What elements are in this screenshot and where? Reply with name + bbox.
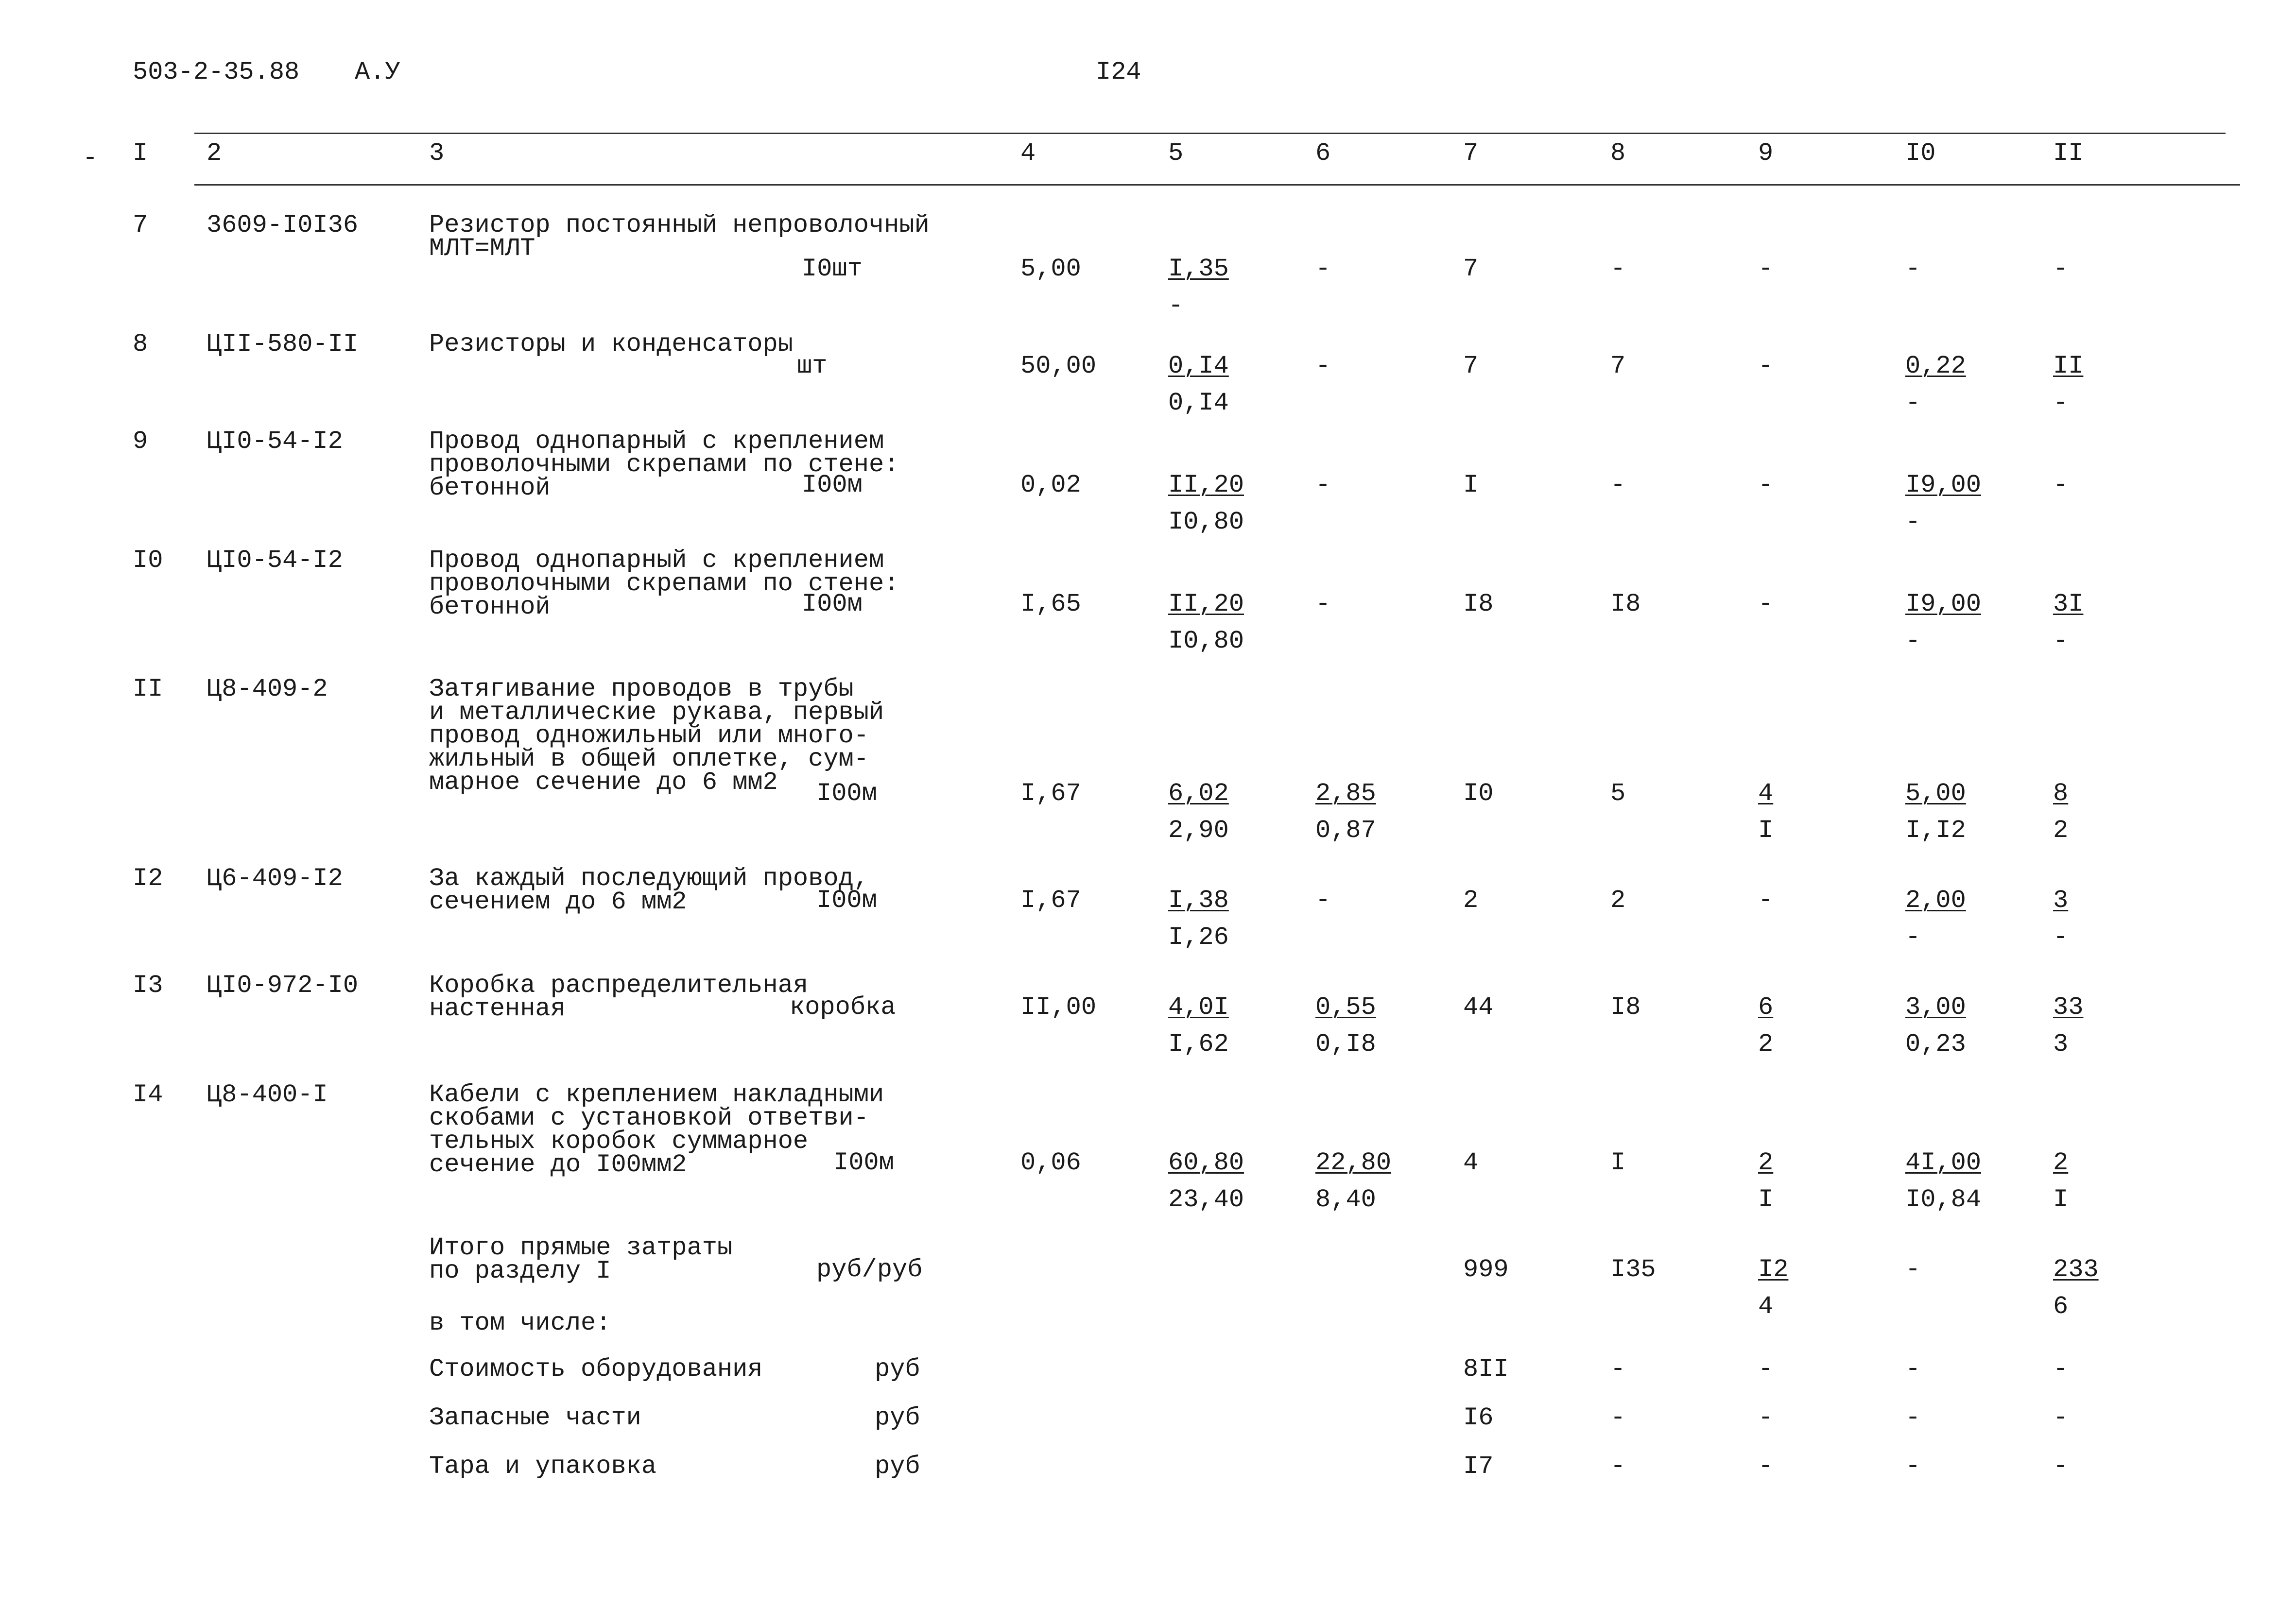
album-label: А.У [355,58,400,86]
row-9-col4: 0,02 [1020,471,1081,499]
row-8-col6-top: - [1315,352,1331,380]
row-I2-col6-top: - [1315,886,1331,915]
row-II-col10-top: 5,00 [1905,779,1966,808]
row-I4-col11-top: 2 [2053,1148,2069,1177]
row-II-desc-line: провод одножильный или много- [429,721,869,750]
column-header-1: I [133,139,148,168]
row-II-col5-top: 6,02 [1168,779,1229,808]
row-I0-col5-top: II,20 [1168,590,1244,618]
row-I0-number: I0 [133,546,163,575]
column-header-4: 4 [1020,139,1036,168]
total-row-1-col11-top: 233 [2053,1255,2099,1284]
row-I2-col4: I,67 [1020,886,1081,915]
row-II-col8: 5 [1610,779,1626,808]
row-I2-desc-line: За каждый последующий провод, [429,864,869,893]
row-7-col9-top: - [1758,255,1774,283]
row-9-col10-bottom: - [1905,508,1921,536]
row-9-col6-top: - [1315,471,1331,499]
row-I3-col8: I8 [1610,993,1641,1022]
row-9-col10-top: I9,00 [1905,471,1982,499]
total-row-3-col7: 8II [1463,1355,1509,1384]
row-I3-col7: 44 [1463,993,1494,1022]
total-row-5-col8: - [1610,1452,1626,1481]
row-I4-col9-bottom: I [1758,1185,1774,1214]
total-row-4-col9-top: - [1758,1403,1774,1432]
row-8-code: ЦII-580-II [207,330,359,359]
row-II-desc-line: марное сечение до 6 мм2 [429,768,778,797]
row-8-desc-line: Резисторы и конденсаторы [429,330,793,359]
doc-code: 503-2-35.88 [133,58,300,86]
row-I2-col8: 2 [1610,886,1626,915]
row-8-col10-bottom: - [1905,389,1921,417]
total-row-3-col9-top: - [1758,1355,1774,1384]
row-II-col5-bottom: 2,90 [1168,816,1229,845]
row-I4-desc-line: тельных коробок суммарное [429,1127,809,1156]
row-I4-desc-line: скобами с установкой ответви- [429,1104,869,1132]
row-9-unit: I00м [802,471,863,499]
row-II-code: Ц8-409-2 [207,675,328,703]
row-II-col11-top: 8 [2053,779,2069,808]
row-I2-unit: I00м [816,886,877,915]
row-I4-col8: I [1610,1148,1626,1177]
row-9-col11-top: - [2053,471,2069,499]
row-II-desc-line: жильный в общей оплетке, сум- [429,745,869,773]
row-9-desc-line: Провод однопарный с креплением [429,427,884,456]
row-I3-col9-top: 6 [1758,993,1774,1022]
row-II-desc-line: Затягивание проводов в трубы [429,675,854,703]
total-row-5-desc: Тара и упаковка [429,1452,657,1481]
row-I3-col9-bottom: 2 [1758,1030,1774,1059]
column-header-3: 3 [429,139,445,168]
row-I0-col9-top: - [1758,590,1774,618]
row-I0-unit: I00м [802,590,863,618]
row-I4-unit: I00м [833,1148,894,1177]
row-8-col4: 50,00 [1020,352,1097,380]
row-I3-desc-line: Коробка распределительная [429,971,809,1000]
total-row-1-desc: по разделу I [429,1257,611,1285]
row-II-col9-bottom: I [1758,816,1774,845]
row-I3-col6-bottom: 0,I8 [1315,1030,1376,1059]
row-8-col7: 7 [1463,352,1479,380]
row-I3-col11-bottom: 3 [2053,1030,2069,1059]
row-9-col7: I [1463,471,1479,499]
row-I4-col6-bottom: 8,40 [1315,1185,1376,1214]
row-I3-number: I3 [133,971,163,1000]
total-row-3-desc: Стоимость оборудования [429,1355,763,1384]
row-9-desc-line: бетонной [429,474,551,502]
row-I0-col5-bottom: I0,80 [1168,627,1244,655]
row-7-col10-top: - [1905,255,1921,283]
row-I0-desc-line: бетонной [429,593,551,621]
row-I3-col6-top: 0,55 [1315,993,1376,1022]
column-header-6: 6 [1315,139,1331,168]
row-II-col6-bottom: 0,87 [1315,816,1376,845]
row-I3-code: ЦI0-972-I0 [207,971,359,1000]
column-header-7: 7 [1463,139,1479,168]
row-7-col8: - [1610,255,1626,283]
row-I0-col10-bottom: - [1905,627,1921,655]
column-header-9: 9 [1758,139,1774,168]
row-8-col9-top: - [1758,352,1774,380]
row-8-col11-bottom: - [2053,389,2069,417]
row-I0-desc-line: проволочными скрепами по стене: [429,569,899,598]
header-bottom-rule [194,184,2240,186]
row-I4-col9-top: 2 [1758,1148,1774,1177]
row-8-col5-bottom: 0,I4 [1168,389,1229,417]
row-7-col4: 5,00 [1020,255,1081,283]
total-row-4-col8: - [1610,1403,1626,1432]
row-I4-col6-top: 22,80 [1315,1148,1392,1177]
row-I4-col5-top: 60,80 [1168,1148,1244,1177]
row-I4-col10-top: 4I,00 [1905,1148,1982,1177]
total-row-1-col11-bottom: 6 [2053,1292,2069,1321]
row-7-col5-bottom: - [1168,291,1184,320]
total-row-4-desc: Запасные части [429,1403,641,1432]
row-I2-code: Ц6-409-I2 [207,864,343,893]
row-I0-col6-top: - [1315,590,1331,618]
row-I4-col7: 4 [1463,1148,1479,1177]
total-row-1-col9-top: I2 [1758,1255,1789,1284]
row-7-code: 3609-I0I36 [207,211,359,239]
row-I0-col4: I,65 [1020,590,1081,618]
row-I2-col10-top: 2,00 [1905,886,1966,915]
row-I4-number: I4 [133,1080,163,1109]
row-I4-col5-bottom: 23,40 [1168,1185,1244,1214]
total-row-4-col11-top: - [2053,1403,2069,1432]
row-I2-col5-top: I,38 [1168,886,1229,915]
row-7-desc-line: Резистор постоянный непроволочный [429,211,930,239]
row-I0-col11-top: 3I [2053,590,2084,618]
row-8-col8: 7 [1610,352,1626,380]
page-number: I24 [1096,58,1141,86]
total-row-2-desc: в том числе: [429,1309,611,1337]
total-row-1-col7: 999 [1463,1255,1509,1284]
row-I0-code: ЦI0-54-I2 [207,546,343,575]
row-II-col9-top: 4 [1758,779,1774,808]
row-8-col5-top: 0,I4 [1168,352,1229,380]
total-row-3-unit: руб [875,1355,920,1384]
row-I2-col5-bottom: I,26 [1168,923,1229,952]
row-I4-desc-line: сечение до I00мм2 [429,1150,687,1179]
row-I2-col11-bottom: - [2053,923,2069,952]
total-row-1-col8: I35 [1610,1255,1656,1284]
row-7-col5-top: I,35 [1168,255,1229,283]
row-9-col5-top: II,20 [1168,471,1244,499]
row-I2-col9-top: - [1758,886,1774,915]
column-header-8: 8 [1610,139,1626,168]
row-I0-col11-bottom: - [2053,627,2069,655]
total-row-3-col8: - [1610,1355,1626,1384]
total-row-4-col10-top: - [1905,1403,1921,1432]
row-7-col11-top: - [2053,255,2069,283]
row-I3-col5-bottom: I,62 [1168,1030,1229,1059]
total-row-5-col11-top: - [2053,1452,2069,1481]
row-I0-desc-line: Провод однопарный с креплением [429,546,884,575]
total-row-5-col7: I7 [1463,1452,1494,1481]
row-9-code: ЦI0-54-I2 [207,427,343,456]
row-I4-desc-line: Кабели с креплением накладными [429,1080,884,1109]
total-row-1-col9-bottom: 4 [1758,1292,1774,1321]
total-row-3-col11-top: - [2053,1355,2069,1384]
margin-dash: - [83,144,98,172]
row-I3-col5-top: 4,0I [1168,993,1229,1022]
row-8-col11-top: II [2053,352,2084,380]
row-I3-col4: II,00 [1020,993,1097,1022]
row-9-desc-line: проволочными скрепами по стене: [429,450,899,479]
row-I3-col10-bottom: 0,23 [1905,1030,1966,1059]
row-I0-col8: I8 [1610,590,1641,618]
column-header-11: II [2053,139,2084,168]
row-7-col6-top: - [1315,255,1331,283]
row-I3-unit: коробка [790,993,896,1022]
total-row-5-col10-top: - [1905,1452,1921,1481]
row-II-col6-top: 2,85 [1315,779,1376,808]
total-row-4-col7: I6 [1463,1403,1494,1432]
total-row-5-unit: руб [875,1452,920,1481]
row-9-col5-bottom: I0,80 [1168,508,1244,536]
row-9-col8: - [1610,471,1626,499]
row-II-col7: I0 [1463,779,1494,808]
row-7-unit: I0шт [802,255,863,283]
row-8-col10-top: 0,22 [1905,352,1966,380]
total-row-1-col10-top: - [1905,1255,1921,1284]
row-I2-col7: 2 [1463,886,1479,915]
row-I4-code: Ц8-400-I [207,1080,328,1109]
total-row-5-col9-top: - [1758,1452,1774,1481]
row-7-number: 7 [133,211,148,239]
header-top-rule [194,133,2226,134]
row-9-number: 9 [133,427,148,456]
column-header-5: 5 [1168,139,1184,168]
row-I3-col10-top: 3,00 [1905,993,1966,1022]
row-II-desc-line: и металлические рукава, первый [429,698,884,727]
total-row-4-unit: руб [875,1403,920,1432]
row-7-col7: 7 [1463,255,1479,283]
row-I4-col11-bottom: I [2053,1185,2069,1214]
total-row-1-desc: Итого прямые затраты [429,1233,733,1262]
row-II-col11-bottom: 2 [2053,816,2069,845]
row-I2-number: I2 [133,864,163,893]
row-II-col4: I,67 [1020,779,1081,808]
row-I0-col7: I8 [1463,590,1494,618]
row-I4-col4: 0,06 [1020,1148,1081,1177]
total-row-3-col10-top: - [1905,1355,1921,1384]
row-8-unit: шт [797,352,828,380]
row-7-desc-line: МЛТ=МЛТ [429,234,535,263]
row-I0-col10-top: I9,00 [1905,590,1982,618]
total-row-1-unit: руб/руб [816,1255,923,1284]
column-header-10: I0 [1905,139,1936,168]
row-8-number: 8 [133,330,148,359]
row-II-unit: I00м [816,779,877,808]
row-II-number: II [133,675,163,703]
row-I3-desc-line: настенная [429,994,566,1023]
row-I2-col10-bottom: - [1905,923,1921,952]
row-II-col10-bottom: I,I2 [1905,816,1966,845]
row-I2-desc-line: сечением до 6 мм2 [429,888,687,916]
row-9-col9-top: - [1758,471,1774,499]
column-header-2: 2 [207,139,222,168]
row-I2-col11-top: 3 [2053,886,2069,915]
row-I3-col11-top: 33 [2053,993,2084,1022]
row-I4-col10-bottom: I0,84 [1905,1185,1982,1214]
